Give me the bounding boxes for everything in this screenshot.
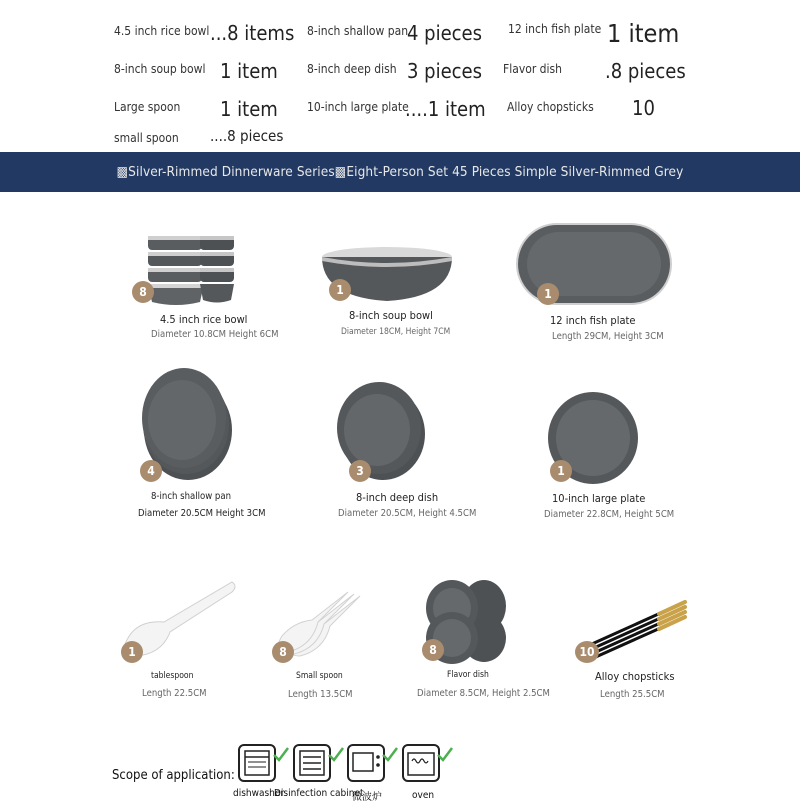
- microwave-icon: [347, 743, 399, 785]
- rice-bowl-stack-image: [140, 230, 240, 310]
- product-name: 10-inch large plate: [552, 492, 646, 505]
- contents-qty: ....8 pieces: [210, 127, 284, 145]
- count-badge: 3: [349, 460, 371, 482]
- contents-label: 4.5 inch rice bowl: [114, 24, 210, 38]
- count-badge: 8: [422, 639, 444, 661]
- scope-item-label: dishwasher: [233, 788, 285, 799]
- product-name: Flavor dish: [447, 670, 489, 680]
- contents-label: 10-inch large plate: [307, 100, 409, 114]
- count-badge: 10: [575, 641, 599, 663]
- product-dims: Length 29CM, Height 3CM: [552, 331, 664, 342]
- contents-label: Alloy chopsticks: [507, 100, 594, 114]
- product-dims: Diameter 20.5CM Height 3CM: [138, 508, 266, 519]
- product-name: Alloy chopsticks: [595, 670, 675, 683]
- contents-qty: .8 pieces: [605, 59, 686, 83]
- product-name: 12 inch fish plate: [550, 314, 636, 327]
- contents-label: 12 inch fish plate: [508, 22, 602, 36]
- product-dims: Diameter 22.8CM, Height 5CM: [544, 509, 675, 520]
- oven-icon: [402, 743, 454, 785]
- product-dims: Diameter 8.5CM, Height 2.5CM: [417, 688, 550, 699]
- contents-qty: 4 pieces: [407, 21, 482, 45]
- contents-label: Flavor dish: [503, 62, 563, 76]
- contents-label: 8-inch soup bowl: [114, 62, 206, 76]
- product-dims: Diameter 18CM, Height 7CM: [341, 327, 451, 337]
- product-dims: Diameter 20.5CM, Height 4.5CM: [338, 508, 477, 519]
- contents-label: Large spoon: [114, 100, 181, 114]
- count-badge: 1: [537, 283, 559, 305]
- product-name: Small spoon: [296, 671, 343, 681]
- contents-qty: 1 item: [607, 19, 680, 48]
- count-badge: 1: [329, 279, 351, 301]
- contents-qty: ...8 items: [210, 21, 295, 45]
- product-dims: Length 25.5CM: [600, 689, 665, 700]
- scope-label: Scope of application:: [112, 768, 235, 783]
- disinfection-cabinet-icon: [293, 743, 345, 785]
- contents-qty: 10: [632, 96, 655, 120]
- contents-qty: 3 pieces: [407, 59, 482, 83]
- scope-item-label: 微波炉: [352, 792, 382, 803]
- product-name: 8-inch soup bowl: [349, 309, 433, 322]
- contents-qty: ....1 item: [405, 97, 486, 121]
- series-banner-text: ▩Silver-Rimmed Dinnerware Series▩Eight-Person Set 45 Pieces Simple Silver-Rimmed Grey: [116, 164, 684, 180]
- deep-dish-stack-image: [333, 374, 427, 484]
- scope-item-label: oven: [412, 790, 435, 801]
- count-badge: 4: [140, 460, 162, 482]
- contents-label: 8-inch deep dish: [307, 62, 397, 76]
- product-dims: Length 13.5CM: [288, 689, 353, 700]
- product-name: 4.5 inch rice bowl: [160, 313, 248, 326]
- dishwasher-icon: [238, 743, 290, 785]
- contents-label: small spoon: [114, 131, 179, 145]
- contents-qty: 1 item: [220, 59, 278, 83]
- contents-qty: 1 item: [220, 97, 278, 121]
- product-dims: Length 22.5CM: [142, 688, 207, 699]
- product-name: 8-inch shallow pan: [151, 491, 232, 502]
- count-badge: 8: [272, 641, 294, 663]
- count-badge: 1: [121, 641, 143, 663]
- count-badge: 1: [550, 460, 572, 482]
- product-name: tablespoon: [151, 671, 194, 681]
- product-name: 8-inch deep dish: [356, 491, 439, 504]
- scope-item-label: Disinfection cabinet: [274, 788, 364, 799]
- product-dims: Diameter 10.8CM Height 6CM: [151, 329, 279, 340]
- count-badge: 8: [132, 281, 154, 303]
- contents-label: 8-inch shallow pan: [307, 24, 409, 38]
